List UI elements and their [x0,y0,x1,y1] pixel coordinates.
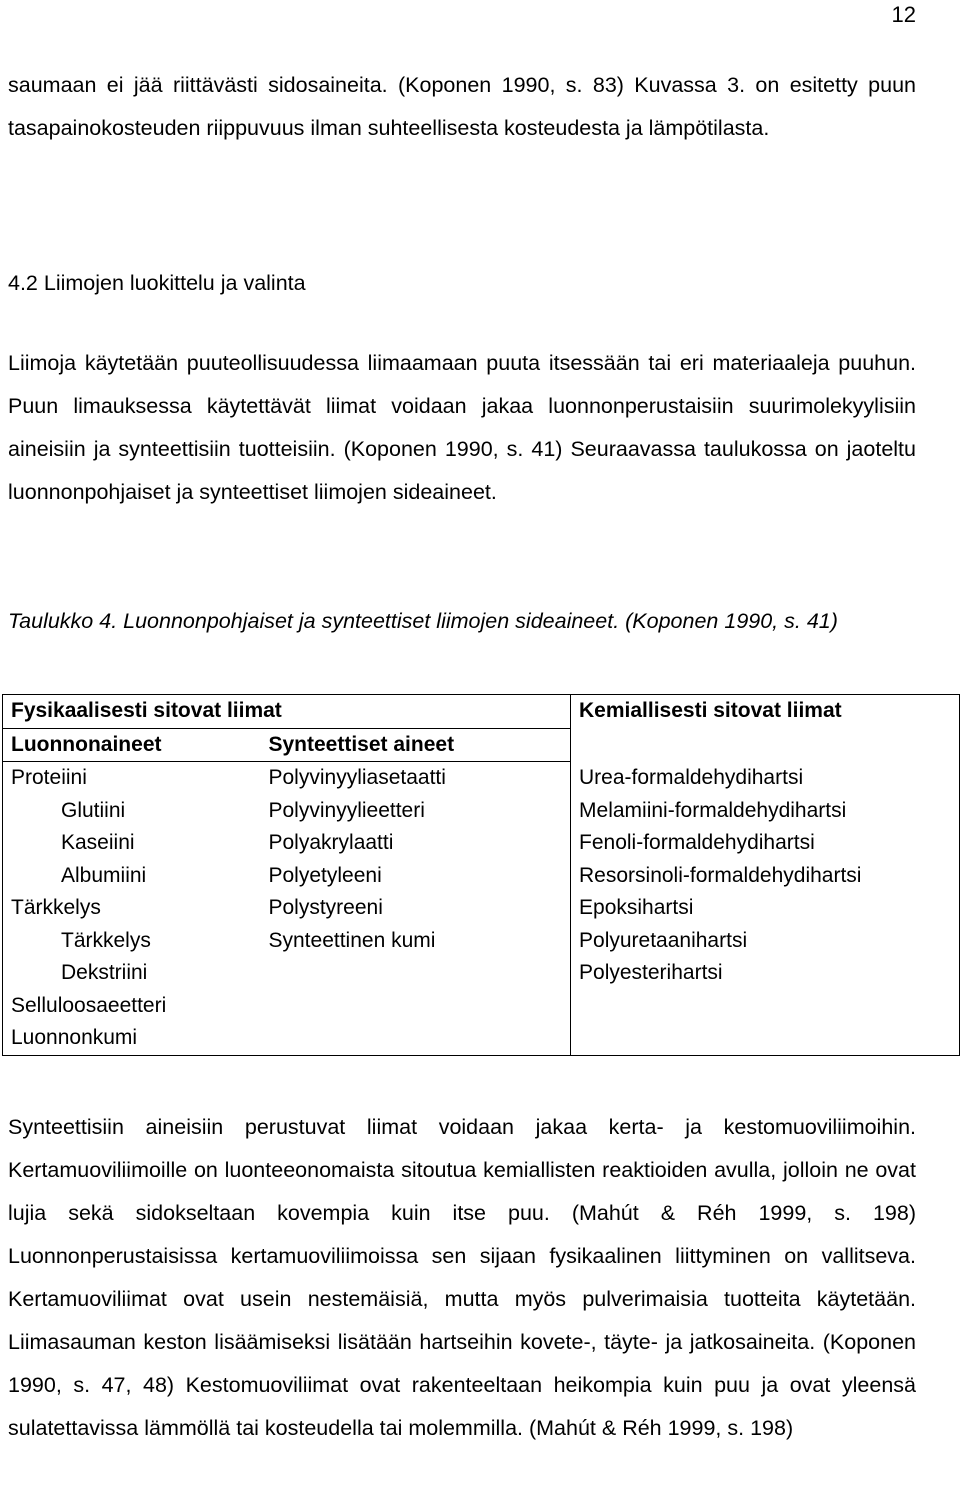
binders-table [2,694,960,1056]
cell-synthetic: Synteettinen kumi [261,925,571,958]
subheader-synthetic: Synteettiset aineet [261,728,571,762]
header-physical: Fysikaalisesti sitovat liimat [3,695,571,729]
cell-natural: Dekstriini [3,957,261,990]
cell-synthetic [261,1022,571,1055]
cell-natural: Albumiini [3,860,261,893]
cell-chemical: Urea-formaldehydihartsi [571,762,960,795]
table-row [3,1022,960,1055]
cell-chemical [571,1022,960,1055]
cell-synthetic: Polyvinyylieetteri [261,795,571,828]
cell-synthetic: Polystyreeni [261,892,571,925]
paragraph-synthetic: Synteettisiin aineisiin perustuvat liimat voidaan jakaa kerta- ja kestomuoviliimoihin. Kertamuoviliimoille on luonteeonomaista sitoutua kemiallisten reaktioiden avulla, jolloin ne ovat lujia sekä sidokseltaan kovempia kuin itse puu. (Mahút & Réh 1999, s. 198) Luonnonperustaisissa kertamuoviliimoissa sen sijaan fysikaalinen liittyminen on vallitseva. Kertamuoviliimat ovat usein nestemäisiä, mutta myös pulverimaisia tuotteita käytetään. Liimasauman keston lisäämiseksi lisätään hartseihin kovete-, täyte- ja jatkosaineita. (Koponen 1990, s. 47, 48) Kestomuoviliimat ovat rakenteeltaan heikompia kuin puu ja ovat yleensä sulatettavissa lämmöllä tai kosteudella tai molemmilla. (Mahút & Réh 1999, s. 198) [8,1115,916,1440]
cell-natural: Selluloosaeetteri [3,990,261,1023]
cell-chemical: Polyuretaanihartsi [571,925,960,958]
cell-natural: Glutiini [3,795,261,828]
paragraph-adhesives: Liimoja käytetään puuteollisuudessa liimaamaan puuta itsessään tai eri materiaaleja puuhun. Puun limauksessa käytettävät liimat voidaan jakaa luonnonperustaisiin suurimolekyylisiin aineisiin ja synteettisiin tuotteisiin. (Koponen 1990, s. 41) Seuraavassa taulukossa on jaoteltu luonnonpohjaiset ja synteettiset liimojen sideaineet. [8,351,916,504]
cell-natural: Kaseiini [3,827,261,860]
table-row [3,860,960,893]
table-header-row [3,695,960,729]
table-row [3,990,960,1023]
cell-synthetic: Polyakrylaatti [261,827,571,860]
table-row [3,795,960,828]
cell-chemical: Fenoli-formaldehydihartsi [571,827,960,860]
subheader-empty [571,728,960,762]
cell-natural: Luonnonkumi [3,1022,261,1055]
cell-natural: Proteiini [3,762,261,795]
cell-chemical: Epoksihartsi [571,892,960,925]
cell-synthetic: Polyvinyyliasetaatti [261,762,571,795]
table-subheader-row [3,728,960,762]
cell-chemical: Resorsinoli-formaldehydihartsi [571,860,960,893]
header-chemical: Kemiallisesti sitovat liimat [571,695,960,729]
table-row [3,957,960,990]
cell-natural: Tärkkelys [3,925,261,958]
cell-synthetic [261,957,571,990]
table-row [3,892,960,925]
cell-chemical: Melamiini-formaldehydihartsi [571,795,960,828]
table-row [3,925,960,958]
paragraph-intro: saumaan ei jää riittävästi sidosaineita. (Koponen 1990, s. 83) Kuvassa 3. on esitetty puun tasapainokosteuden riippuvuus ilman suhteellisesta kosteudesta ja lämpötilasta. [8,73,916,140]
cell-chemical: Polyesterihartsi [571,957,960,990]
cell-chemical [571,990,960,1023]
table-row [3,827,960,860]
cell-natural: Tärkkelys [3,892,261,925]
page-number: 12 [891,2,916,27]
section-heading: 4.2 Liimojen luokittelu ja valinta [8,271,306,295]
cell-synthetic [261,990,571,1023]
table-row [3,762,960,795]
table-caption: Taulukko 4. Luonnonpohjaiset ja synteettiset liimojen sideaineet. (Koponen 1990, s. 41) [8,609,838,633]
cell-synthetic: Polyetyleeni [261,860,571,893]
subheader-natural: Luonnonaineet [3,728,261,762]
